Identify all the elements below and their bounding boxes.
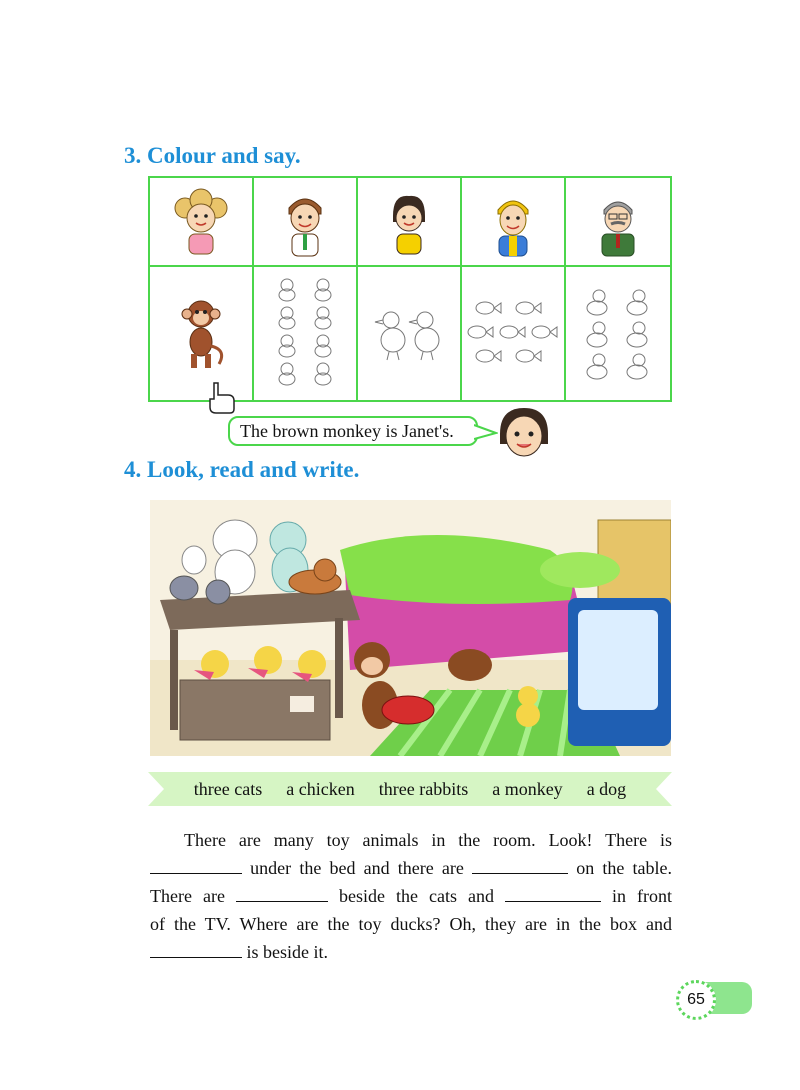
- boy-cell: [254, 178, 358, 267]
- birds-cell: [566, 267, 670, 400]
- word-bank-item: a chicken: [286, 778, 355, 799]
- paragraph-line: [150, 826, 672, 854]
- answer-blank[interactable]: [472, 855, 568, 874]
- answer-blank[interactable]: [150, 855, 242, 874]
- chickens-cell: [254, 267, 358, 400]
- colour-grid: [148, 176, 672, 402]
- speech-text: The brown monkey is Janet's.: [240, 421, 454, 441]
- paragraph-line: [150, 938, 672, 966]
- paragraph-text: of the TV. Where are the toy ducks? Oh, they are in the box and: [150, 914, 672, 934]
- paragraph-text: There are many toy animals in the room. Look! There is: [184, 830, 672, 850]
- paragraph-line: [150, 910, 672, 938]
- room-scene-illustration: [150, 500, 671, 756]
- eight-chickens-icon: [265, 275, 345, 393]
- toy-room-image: [150, 500, 671, 756]
- speech-bubble: [228, 416, 478, 446]
- paragraph-text: is beside it.: [246, 942, 328, 962]
- paragraph-text: in front: [612, 886, 673, 906]
- answer-blank[interactable]: [150, 939, 242, 958]
- page-number: 65: [676, 980, 716, 1020]
- blond-boy-icon: [477, 186, 549, 258]
- six-birds-icon: [573, 284, 663, 384]
- janet-cell: [358, 178, 462, 267]
- fish-cell: [462, 267, 566, 400]
- word-bank-item: three cats: [193, 778, 263, 799]
- blond-boy-cell: [462, 178, 566, 267]
- paragraph-text: beside the cats and: [338, 886, 494, 906]
- ducks-cell: [358, 267, 462, 400]
- pointing-hand-icon: [206, 381, 236, 415]
- two-ducks-icon: [369, 304, 449, 364]
- paragraph-text: There are: [150, 886, 225, 906]
- grandpa-icon: [582, 186, 654, 258]
- word-bank-item: three rabbits: [378, 778, 469, 799]
- janet-head-icon: [494, 404, 554, 460]
- monkey-toy-cell: [150, 267, 254, 400]
- paragraph-text: under the bed and there are: [250, 858, 464, 878]
- brown-monkey-icon: [171, 294, 231, 374]
- section-4-heading: 4. Look, read and write.: [124, 457, 360, 482]
- fish-group-icon: [463, 294, 563, 374]
- paragraph-line: [150, 854, 672, 882]
- word-bank-item: a dog: [586, 778, 627, 799]
- answer-blank[interactable]: [505, 883, 601, 902]
- paragraph-line: [150, 882, 672, 910]
- boy-icon: [269, 186, 341, 258]
- answer-blank[interactable]: [236, 883, 328, 902]
- girl-curly-hair-cell: [150, 178, 254, 267]
- girl-dark-hair-icon: [373, 186, 445, 258]
- grandpa-cell: [566, 178, 670, 267]
- word-bank-list: [148, 772, 672, 806]
- word-bank-item: a monkey: [492, 778, 563, 799]
- curly-hair-girl-icon: [165, 186, 237, 258]
- word-bank: [148, 772, 672, 806]
- reading-paragraph: [150, 826, 672, 966]
- paragraph-text: on the table.: [576, 858, 673, 878]
- section-3-heading: 3. Colour and say.: [124, 143, 301, 168]
